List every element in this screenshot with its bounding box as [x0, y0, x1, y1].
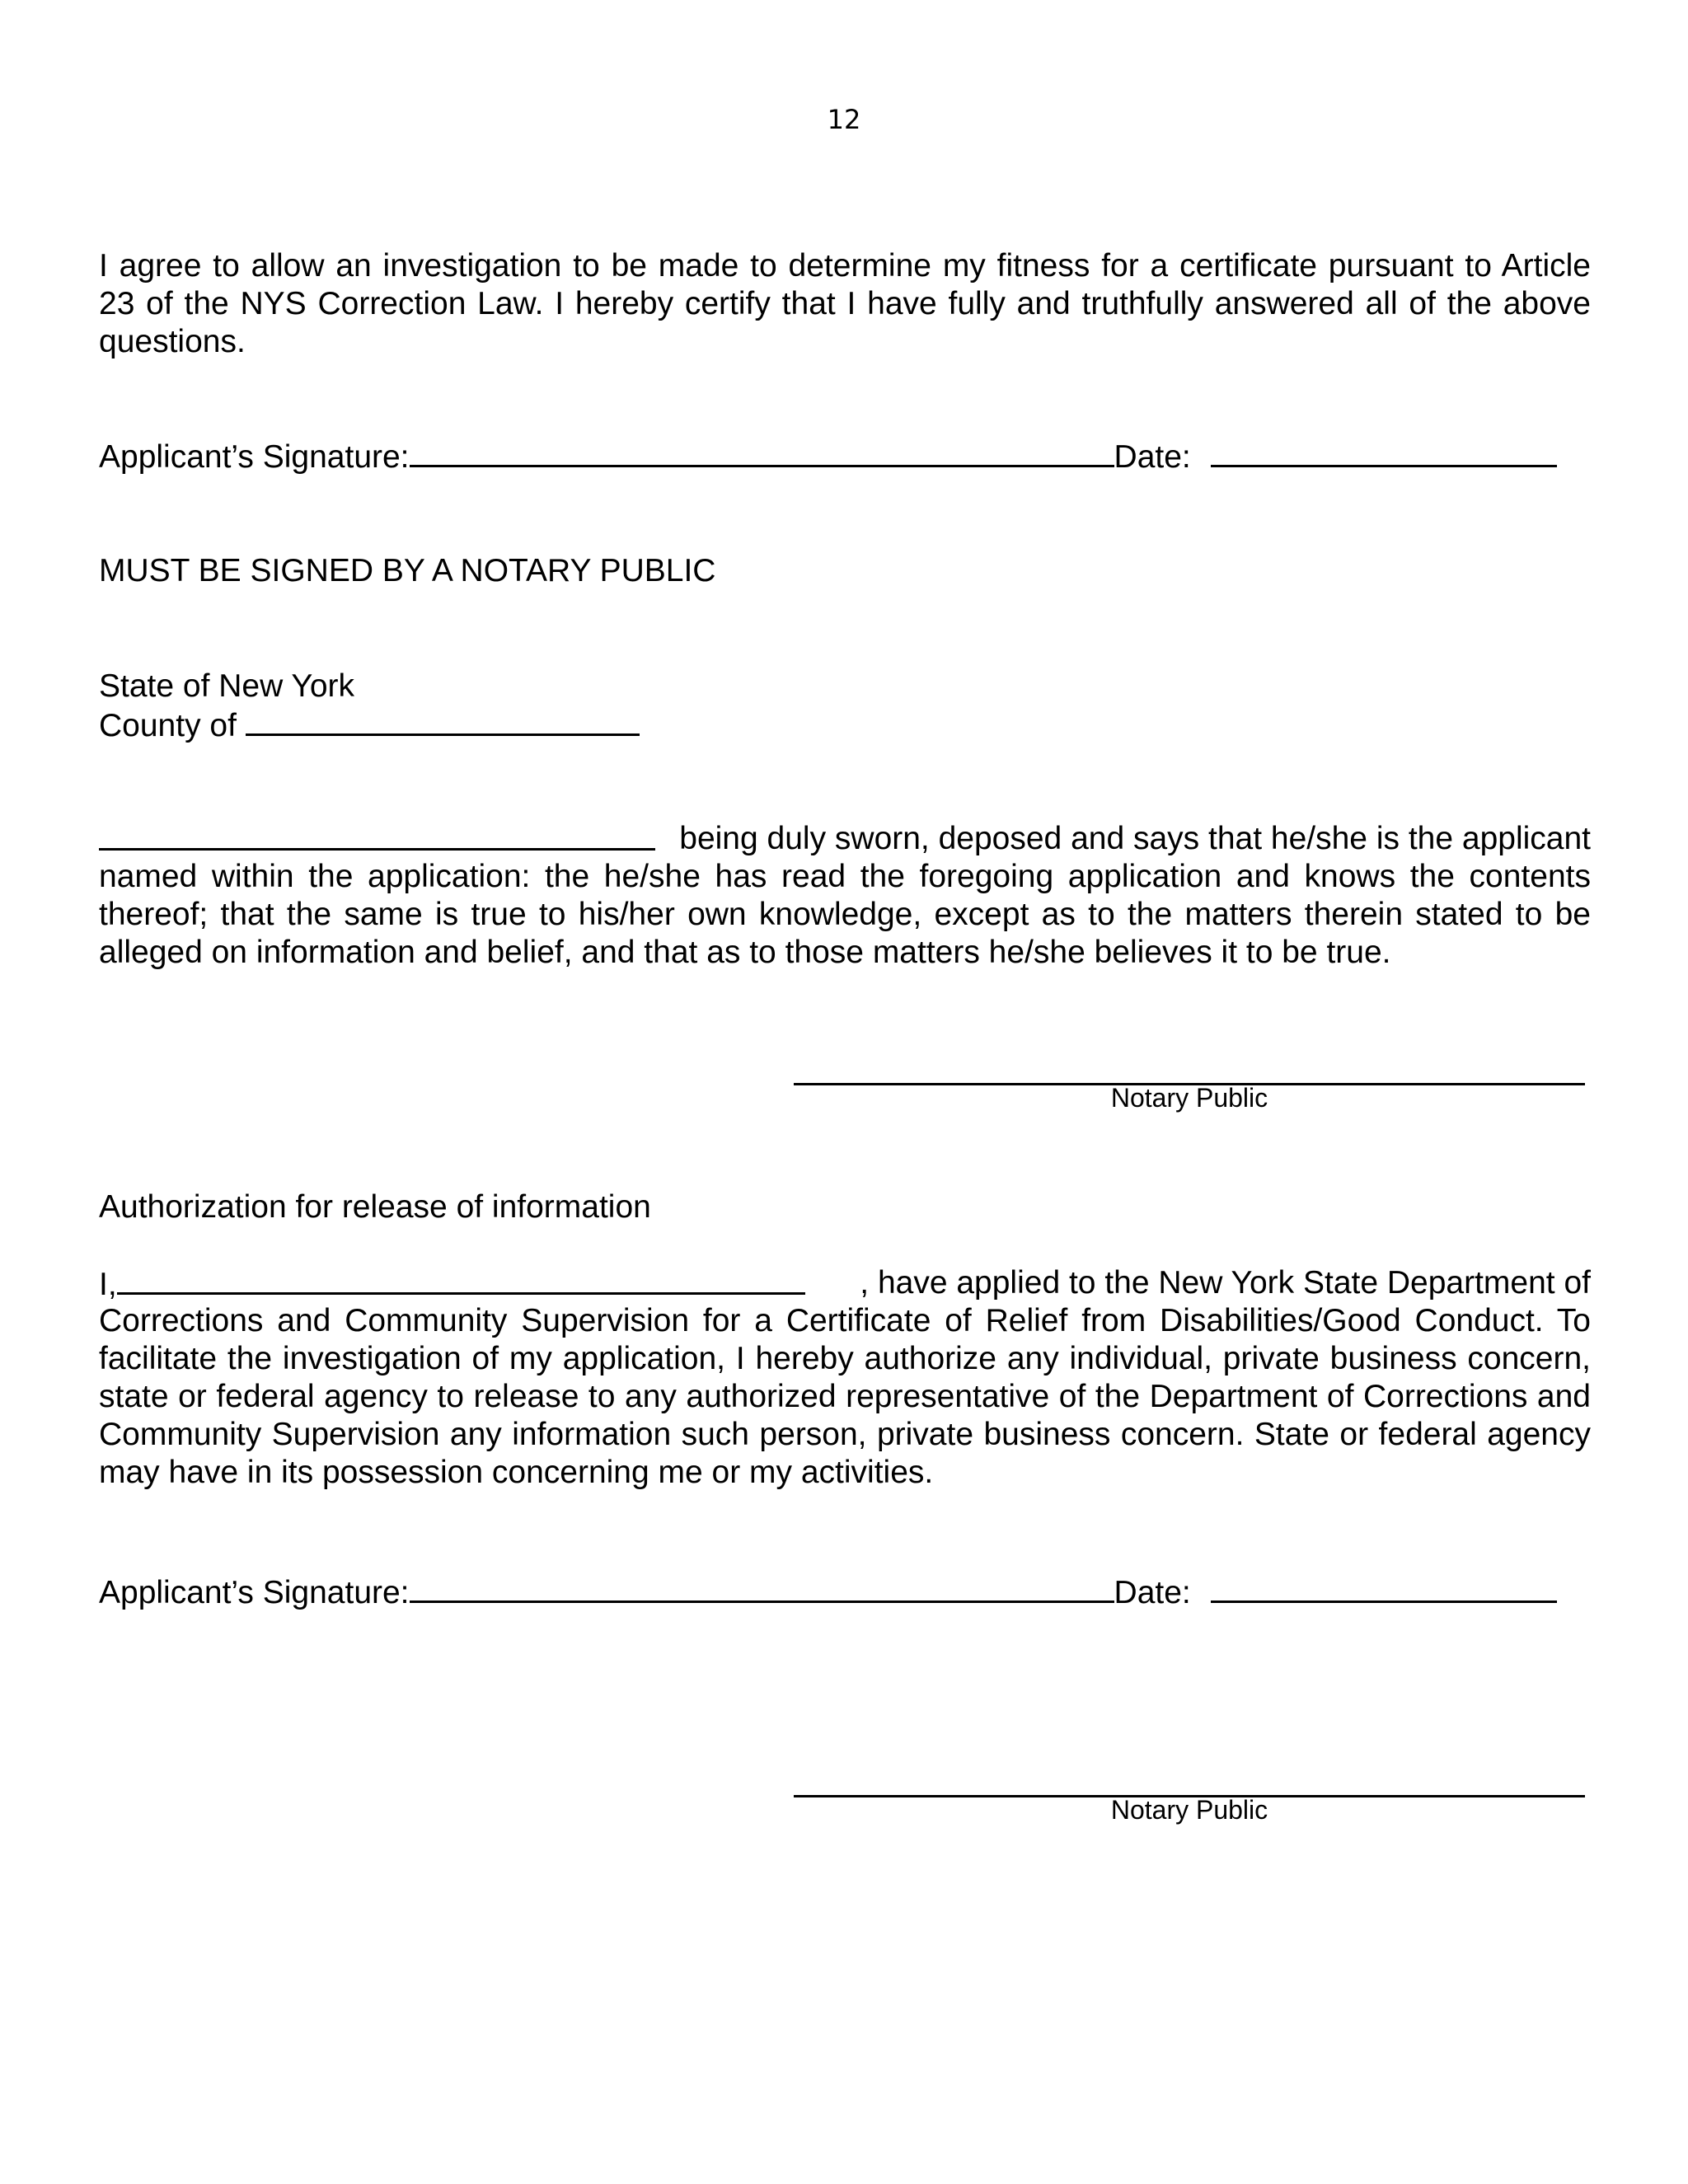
affidavit-paragraph: named within the application: the he/she has read the foregoing application and knows the contents thereof; that the same is true to his/her own knowledge, except as to the matters therein stated to be alleged on information and belief, and that as to those matters he/she believes it to be true. [99, 859, 1591, 970]
county-label: County of [99, 708, 237, 743]
affidavit-first-line [99, 820, 1591, 860]
applicant-signature-label: Applicant’s Signature: [99, 439, 410, 475]
certification-paragraph: I agree to allow an investigation to be made to determine my fitness for a certificate pursuant to Article 23 of the NYS Correction Law. I hereby certify that I have fully and truthfully answered all of the above questions. [99, 248, 1591, 359]
date-label-2: Date: [1114, 1575, 1191, 1610]
authorization-heading: Authorization for release of information [99, 1189, 651, 1225]
notary-heading: MUST BE SIGNED BY A NOTARY PUBLIC [99, 553, 716, 588]
signature-row-2 [99, 1572, 1557, 1612]
notary-public-label-2: Notary Public [1110, 1795, 1268, 1825]
date-field[interactable] [1211, 437, 1557, 467]
venue-county-row [99, 705, 640, 745]
authorization-paragraph: Corrections and Community Supervision for a Certificate of Relief from Disabilities/Good Conduct. To facilitate the investigation of my application, I hereby authorize any individual, private business concern, state or federal agency to release to any authorized representative of the Department of Corrections and Community Supervision any information such person, private business concern. State or federal agency may have in its possession concerning me or my activities. [99, 1303, 1591, 1490]
authorization-first-line-text: , have applied to the New York State Department of [860, 1265, 1591, 1301]
affiant-name-field[interactable] [99, 820, 655, 851]
affidavit-first-line-text: being duly sworn, deposed and says that he/she is the applicant [679, 821, 1591, 856]
county-field[interactable] [246, 705, 640, 736]
applicant-signature-field[interactable] [410, 437, 1114, 467]
authorization-prefix: I, [99, 1267, 117, 1302]
applicant-signature-label-2: Applicant’s Signature: [99, 1575, 410, 1610]
authorization-name-field[interactable] [117, 1264, 805, 1295]
signature-row-1 [99, 437, 1557, 476]
date-field-2[interactable] [1211, 1572, 1557, 1603]
notary-public-label-1: Notary Public [1110, 1083, 1268, 1113]
applicant-signature-field-2[interactable] [410, 1572, 1114, 1603]
venue-state: State of New York [99, 668, 355, 704]
page-number: 12 [827, 104, 861, 135]
date-label: Date: [1114, 439, 1191, 475]
authorization-first-line [99, 1264, 1591, 1304]
